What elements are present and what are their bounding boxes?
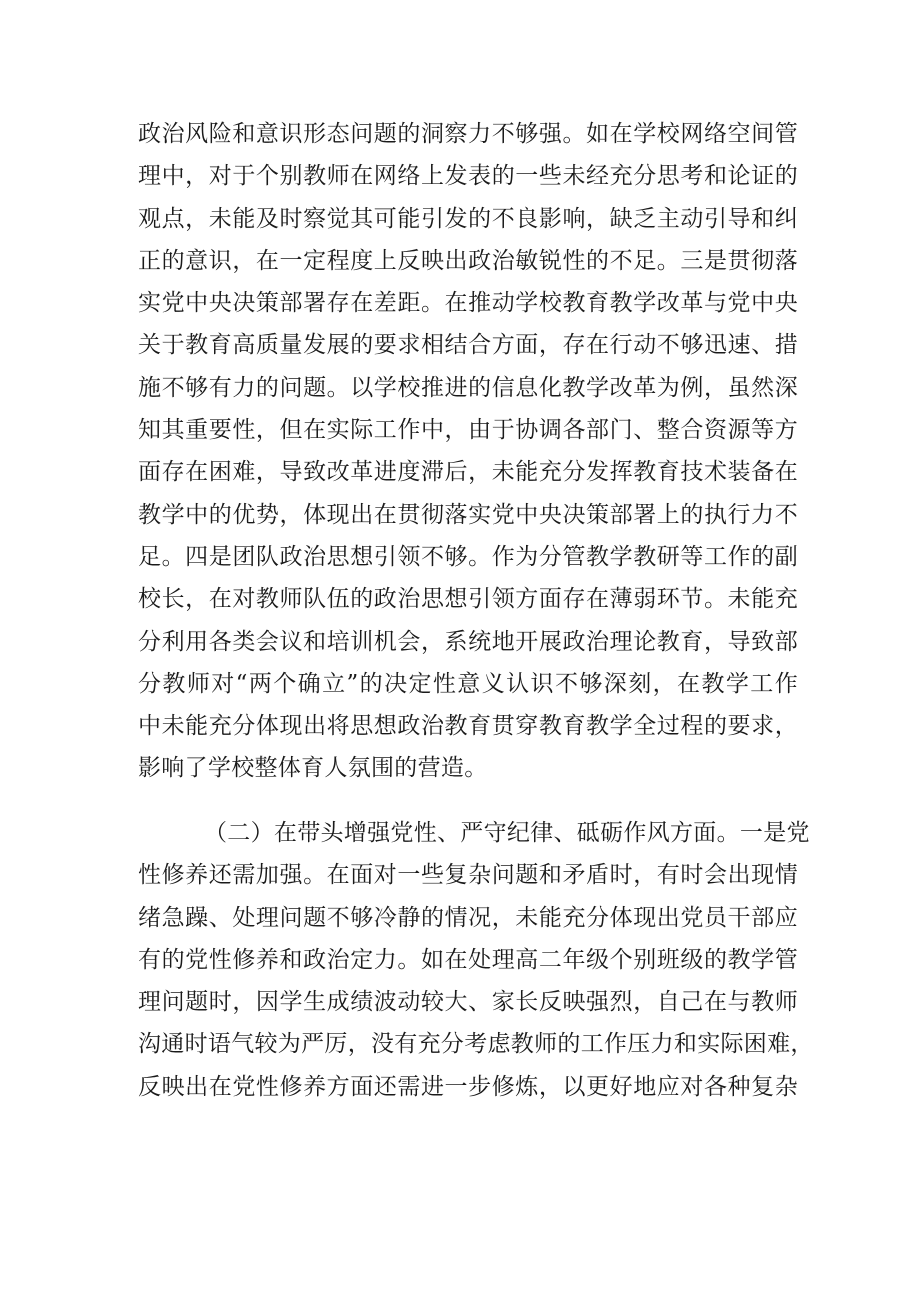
paragraph-section-two (138, 812, 814, 1108)
text-line: 绪急躁、处理问题不够冷静的情况，未能充分体现出党员干部应 (138, 904, 798, 931)
text-line: 知其重要性，但在实际工作中，由于协调各部门、整合资源等方 (138, 417, 798, 444)
text-line: 教学中的优势，体现出在贯彻落实党中央决策部署上的执行力不 (138, 501, 798, 528)
text-line: 足。四是团队政治思想引领不够。作为分管教学教研等工作的副 (138, 543, 798, 570)
text-line: 面存在困难，导致改革进度滞后，未能充分发挥教育技术装备在 (138, 459, 798, 486)
text-line: 观点，未能及时察觉其可能引发的不良影响，缺乏主动引导和纠 (138, 205, 798, 232)
text-line: 关于教育高质量发展的要求相结合方面，存在行动不够迅速、措 (138, 332, 798, 359)
text-line: 影响了学校整体育人氛围的营造。 (138, 755, 488, 782)
text-line: 沟通时语气较为严厉，没有充分考虑教师的工作压力和实际困难， (138, 1031, 814, 1058)
text-line: 政治风险和意识形态问题的洞察力不够强。如在学校网络空间管 (138, 121, 798, 147)
text-line: 性修养还需加强。在面对一些复杂问题和矛盾时，有时会出现情 (138, 862, 798, 889)
text-line: 分教师对“两个确立”的决定性意义认识不够深刻，在教学工作 (138, 670, 798, 697)
text-line: 理问题时，因学生成绩波动较大、家长反映强烈，自己在与教师 (138, 989, 798, 1016)
text-line: 有的党性修养和政治定力。如在处理高二年级个别班级的教学管 (138, 946, 798, 973)
text-line: 正的意识，在一定程度上反映出政治敏锐性的不足。三是贯彻落 (138, 247, 798, 274)
section-heading-line: （二）在带头增强党性、严守纪律、砥砺作风方面。一是党 (204, 820, 810, 846)
text-line: 中未能充分体现出将思想政治教育贯穿教育教学全过程的要求， (138, 713, 798, 740)
text-line: 反映出在党性修养方面还需进一步修炼，以更好地应对各种复杂 (138, 1073, 798, 1100)
paragraph-continued (138, 113, 798, 790)
text-line: 施不够有力的问题。以学校推进的信息化教学改革为例，虽然深 (138, 374, 798, 401)
text-line: 分利用各类会议和培训机会，系统地开展政治理论教育，导致部 (138, 628, 798, 655)
text-line: 校长，在对教师队伍的政治思想引领方面存在薄弱环节。未能充 (138, 586, 798, 613)
text-line: 实党中央决策部署存在差距。在推动学校教育教学改革与党中央 (138, 290, 798, 317)
text-line: 理中，对于个别教师在网络上发表的一些未经充分思考和论证的 (138, 163, 798, 190)
